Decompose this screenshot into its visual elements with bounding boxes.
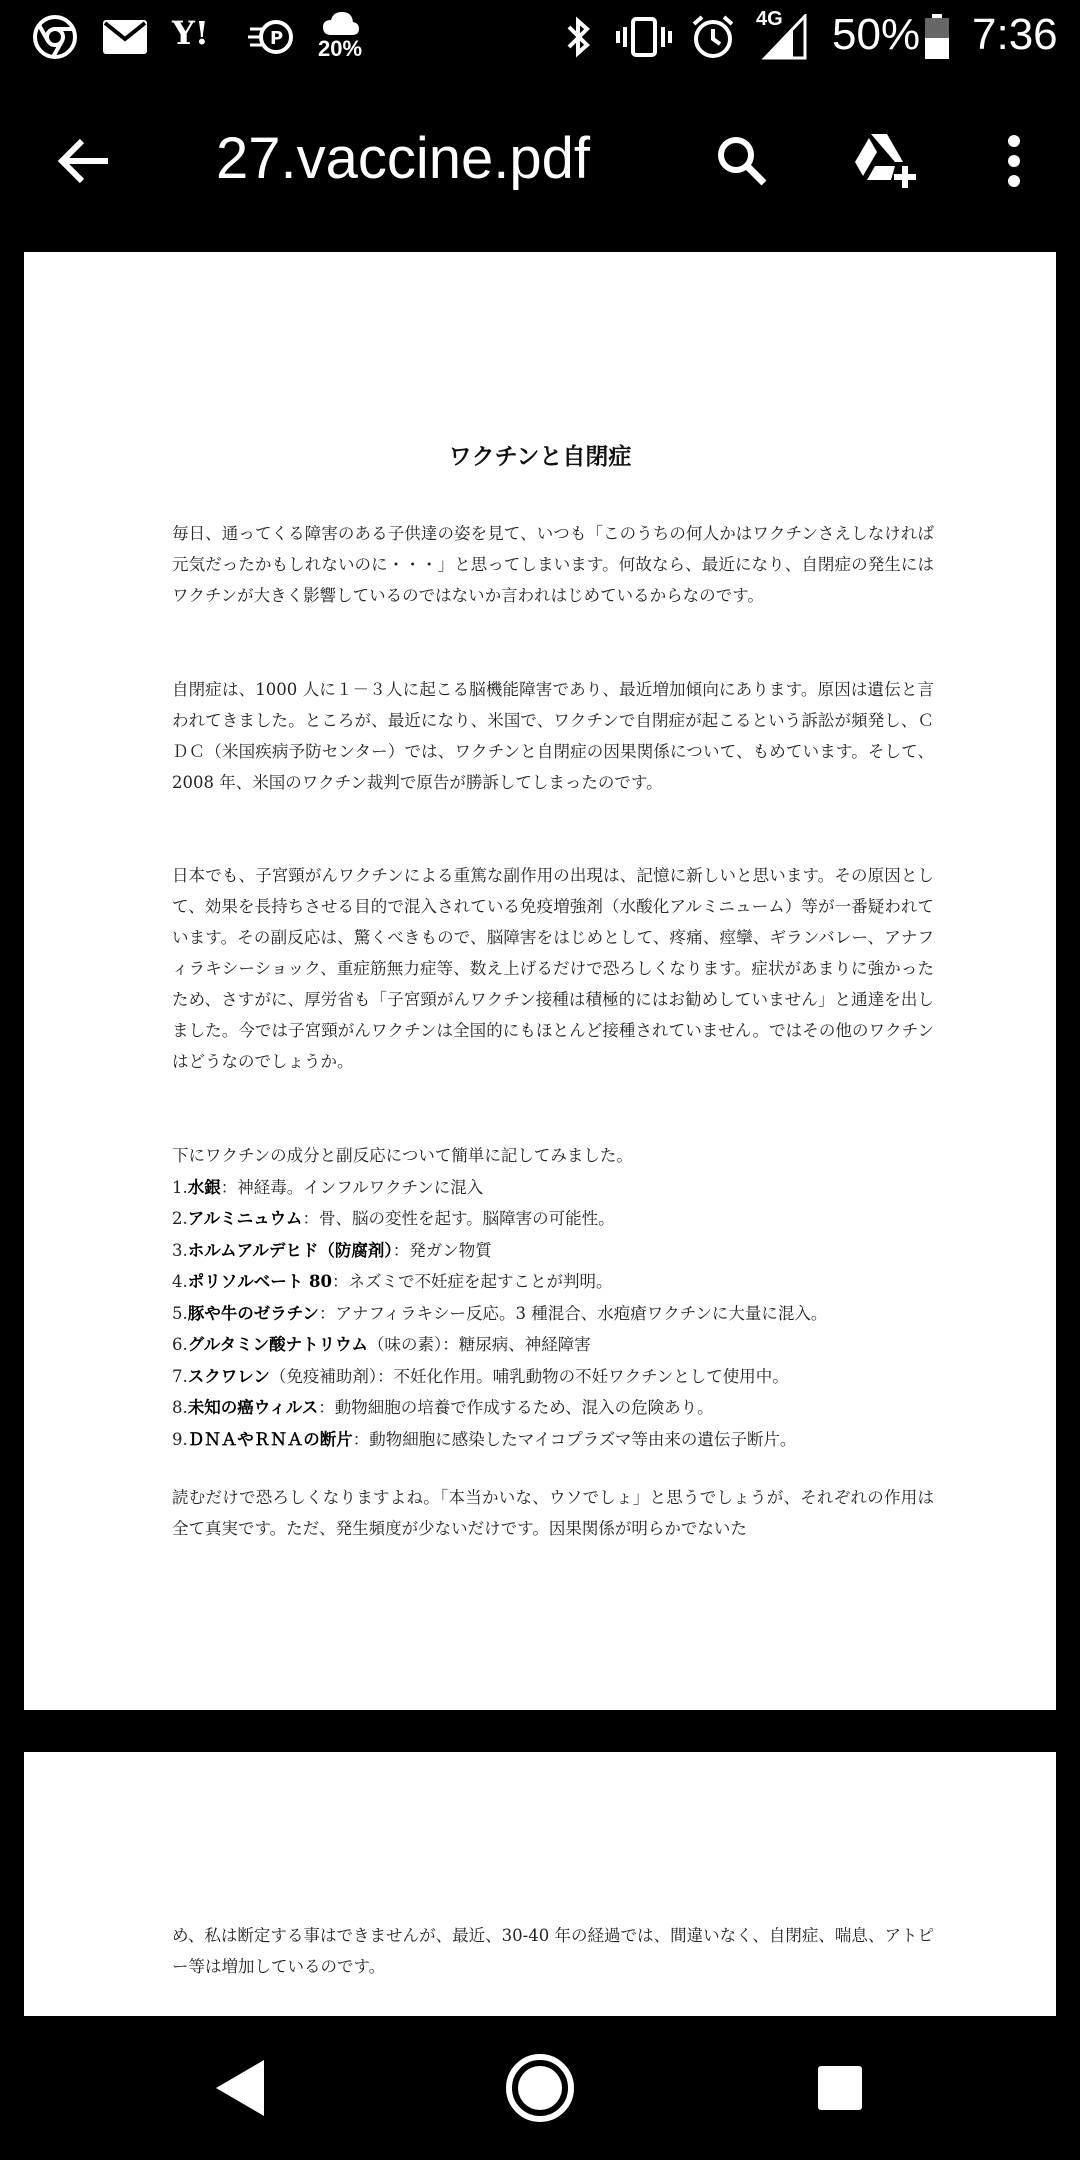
clock: 7:36 (972, 10, 1058, 59)
list-item: 2.アルミニュウム：骨、脳の変性を起す。脳障害の可能性。 (172, 1209, 615, 1228)
weather-icon (318, 8, 364, 38)
list-item: 6.グルタミン酸ナトリウム（味の素）：糖尿病、神経障害 (172, 1335, 591, 1354)
app-bar (0, 75, 1080, 235)
back-arrow-icon (56, 137, 112, 185)
battery-icon (922, 14, 952, 60)
signal-icon (760, 14, 810, 60)
add-to-drive-icon (851, 132, 917, 190)
list-item: 7.スクワレン（免疫補助剤）：不妊化作用。哺乳動物の不妊ワクチンとして使用中。 (172, 1366, 789, 1386)
list-item: 4.ポリソルベート 80：ネズミで不妊症を起すことが判明。 (172, 1272, 613, 1291)
status-bar (0, 0, 1080, 75)
paragraph-3: 日本でも、子宮頸がんワクチンによる重篤な副作用の出現は、記憶に新しいと思います。その原因として、効果を長持ちさせる目的で混入されている免疫増強剤（水酸化アルミニューム）等が一番疑われています。その副反応は、驚くべきもので、脳障害をはじめとして、疼痛、痙攣、ギランバレー、アナフィラキシーショック、重症筋無力症等、数え上げるだけで恐ろしくなります。症状があまりに強かったため、さすがに、厚労省も「子宮頸がんワクチン接種は積極的にはお勧めしていません」と通達を出しました。今では子宮頸がんワクチンは全国的にもほとんど接種されていません。ではその他のワクチンはどうなのでしょうか。 (172, 866, 934, 1071)
home-circle-icon (504, 2052, 576, 2124)
list-intro: 下にワクチンの成分と副反応について簡単に記してみました。 (172, 1146, 633, 1165)
yahoo-icon: Y! (172, 14, 209, 52)
navigation-bar (0, 2016, 1080, 2160)
list-item: 5.豚や牛のゼラチン：アナフィラキシー反応。3 種混合、水疱瘡ワクチンに大量に混入。 (172, 1303, 828, 1323)
document-heading: ワクチンと自閉症 (448, 443, 632, 470)
search-icon (714, 133, 770, 189)
pdf-page-1[interactable] (24, 252, 1056, 1710)
back-button[interactable] (42, 119, 126, 203)
nav-recents-button[interactable] (790, 2038, 890, 2138)
ingredient-list (172, 1140, 934, 1455)
alarm-icon (688, 14, 738, 60)
list-item: 1.水銀：神経毒。インフルワクチンに混入 (172, 1177, 484, 1197)
chrome-icon (30, 14, 80, 60)
list-item: 8.未知の癌ウィルス：動物細胞の培養で作成するため、混入の危険あり。 (172, 1398, 714, 1417)
paragraph-closing: 読むだけで恐ろしくなりますよね。「本当かいな、ウソでしょ」と思うでしょうが、それぞれの作用は全て真実です。ただ、発生頻度が少ないだけです。因果関係が明らかでないた (172, 1488, 934, 1538)
list-item: 9.ＤＮＡやＲＮＡの断片：動物細胞に感染したマイコプラズマ等由来の遺伝子断片。 (172, 1429, 797, 1449)
document-title: 27.vaccine.pdf (216, 126, 591, 191)
paragraph-1: 毎日、通ってくる障害のある子供達の姿を見て、いつも「このうちの何人かはワクチンさえしなければ元気だったかもしれないのに・・・」と思ってしまいます。何故なら、最近になり、自閉症の発生にはワクチンが大きく影響しているのではないか言われはじめているからなのです。 (172, 524, 934, 605)
paragraph-continued: め、私は断定する事はできませんが、最近、30-40 年の経過では、間違いなく、自閉症、喘息、アトピー等は増加しているのです。 (172, 1926, 934, 1976)
gmail-icon (100, 14, 150, 60)
more-options-button[interactable] (972, 119, 1056, 203)
pdf-page-2[interactable] (24, 1752, 1056, 2016)
bluetooth-icon (562, 14, 596, 60)
paragraph-2: 自閉症は、1000 人に１－３人に起こる脳機能障害であり、最近増加傾向にあります。原因は遺伝と言われてきました。ところが、最近になり、米国で、ワクチンで自閉症が起こるという訴訟が頻発し、ＣＤＣ（米国疾病予防センター）では、ワクチンと自閉症の因果関係について、もめています。そして、2008 年、米国のワクチン裁判で原告が勝訴してしまったのです。 (172, 680, 934, 792)
nav-back-button[interactable] (190, 2038, 290, 2138)
weather-percent: 20% (318, 36, 363, 61)
add-to-drive-button[interactable] (842, 119, 926, 203)
back-triangle-icon (210, 2056, 270, 2120)
vibrate-icon (614, 14, 674, 60)
recents-square-icon (815, 2063, 865, 2113)
search-button[interactable] (700, 119, 784, 203)
data-saver-icon (246, 14, 296, 60)
svg-text:P: P (270, 28, 284, 49)
more-vert-icon (1004, 133, 1024, 189)
battery-percent: 50% (832, 10, 921, 59)
network-type: 4G (756, 8, 783, 30)
nav-home-button[interactable] (490, 2038, 590, 2138)
list-item: 3.ホルムアルデヒド（防腐剤）：発ガン物質 (172, 1240, 492, 1260)
